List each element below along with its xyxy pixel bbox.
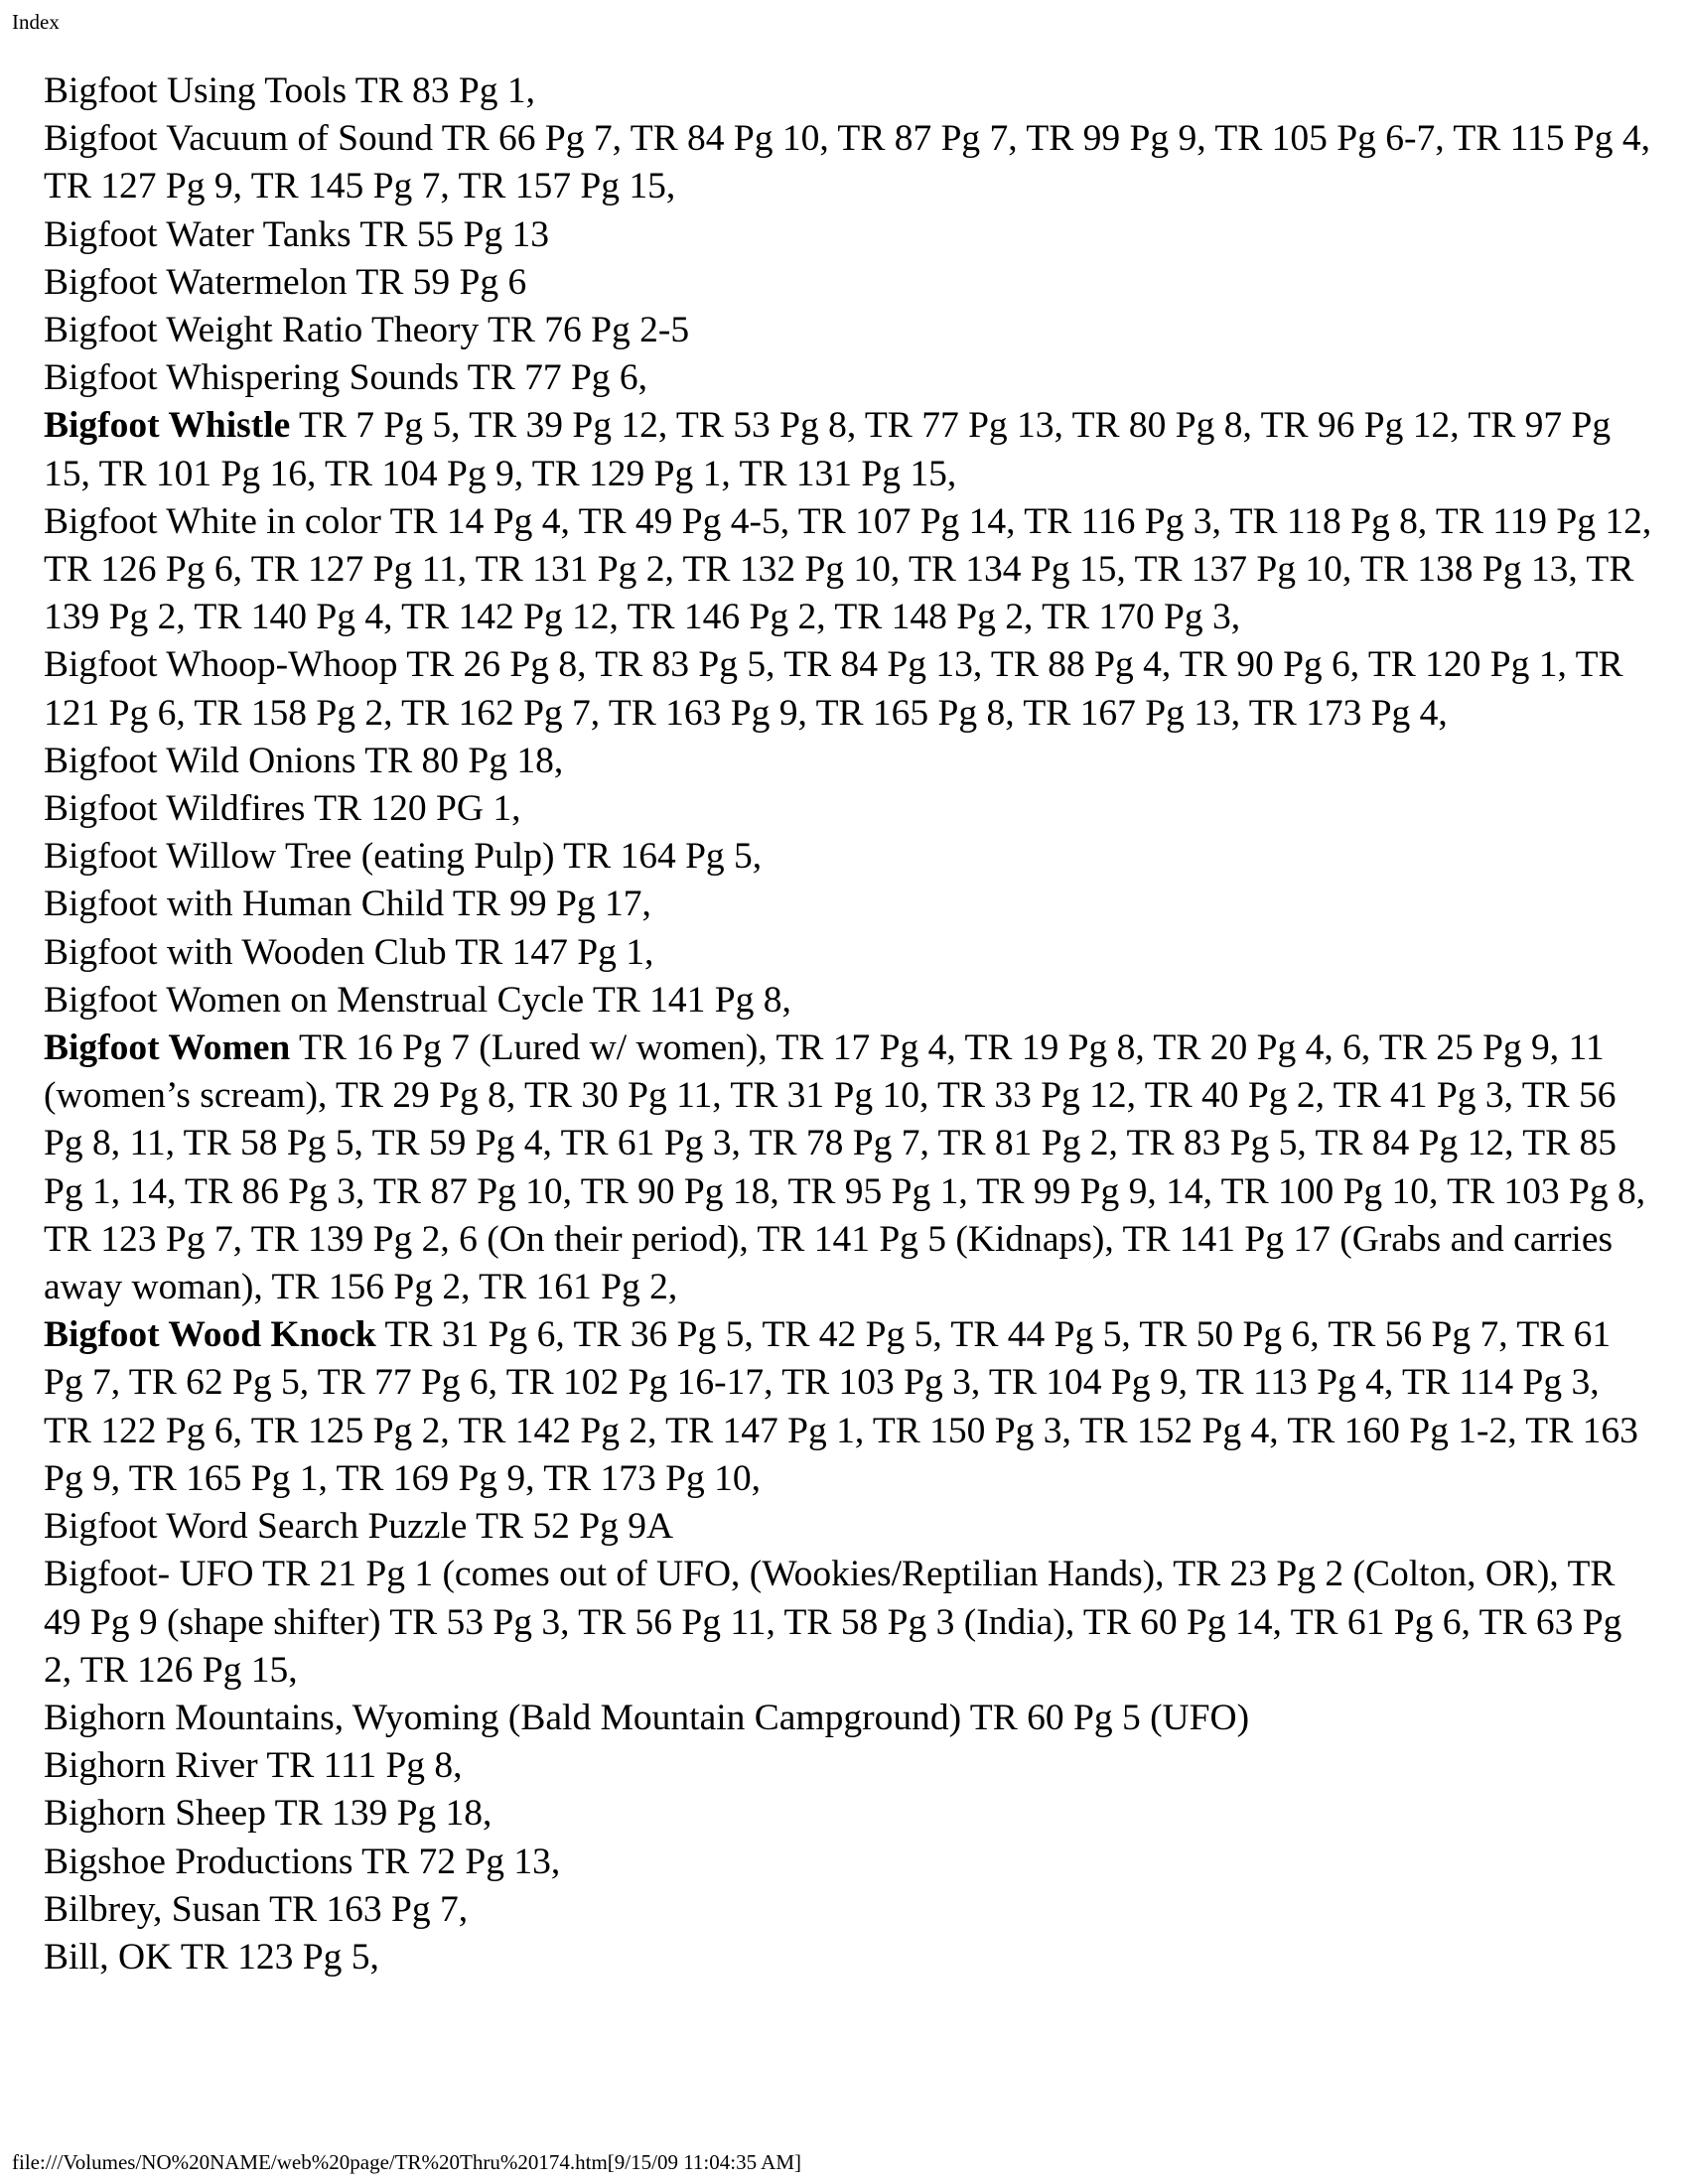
index-entry-vacuum-of-sound bbox=[44, 115, 1654, 210]
entry-refs: TR 16 Pg 7 (Lured w/ women), TR 17 Pg 4, TR 19 Pg 8, TR 20 Pg 4, 6, TR 25 Pg 9, 11 (women’s scream), TR 29 Pg 8, TR 30 Pg 11, TR 31 Pg 10, TR 33 Pg 12, TR 40 Pg 2, TR 41 Pg 3, TR 56 Pg 8, 11, TR 58 Pg 5, TR 59 Pg 4, TR 61 Pg 3, TR 78 Pg 7, TR 81 Pg 2, TR 83 Pg 5, TR 84 Pg 12, TR 85 Pg 1, 14, TR 86 Pg 3, TR 87 Pg 10, TR 90 Pg 18, TR 95 Pg 1, TR 99 Pg 9, 14, TR 100 Pg 10, TR 103 Pg 8, TR 123 Pg 7, TR 139 Pg 2, 6 (On their period), TR 141 Pg 5 (Kidnaps), TR 141 Pg 17 (Grabs and carries away woman), TR 156 Pg 2, TR 161 Pg 2, bbox=[44, 1027, 1646, 1308]
index-entry-bill-ok bbox=[44, 1934, 1654, 1981]
entry-refs: TR 163 Pg 7, bbox=[269, 1888, 469, 1930]
index-entry-water-tanks bbox=[44, 211, 1654, 259]
page-footer-url: file:///Volumes/NO%20NAME/web%20page/TR%20Thru%20174.htm[9/15/09 11:04:35 AM] bbox=[12, 2150, 802, 2174]
entry-term: Bilbrey, Susan bbox=[44, 1888, 261, 1930]
entry-refs: TR 99 Pg 17, bbox=[452, 884, 651, 925]
entry-term: Bigfoot with Human Child bbox=[44, 884, 445, 925]
entry-term: Bigfoot Vacuum of Sound bbox=[44, 118, 434, 160]
entry-refs: TR 120 PG 1, bbox=[314, 788, 521, 830]
entry-refs: TR 141 Pg 8, bbox=[592, 979, 791, 1021]
entry-term: Bigfoot- UFO bbox=[44, 1554, 254, 1595]
entry-refs: TR 55 Pg 13 bbox=[359, 213, 549, 255]
entry-term: Bigshoe Productions bbox=[44, 1841, 353, 1882]
entry-refs: TR 72 Pg 13, bbox=[361, 1841, 561, 1882]
entry-refs: TR 60 Pg 5 (UFO) bbox=[969, 1697, 1250, 1738]
index-entry-wood-knock bbox=[44, 1311, 1654, 1503]
entry-refs: TR 31 Pg 6, TR 36 Pg 5, TR 42 Pg 5, TR 44 Pg 5, TR 50 Pg 6, TR 56 Pg 7, TR 61 Pg 7, TR 62 Pg 5, TR 77 Pg 6, TR 102 Pg 16-17, TR 103 Pg 3, TR 104 Pg 9, TR 113 Pg 4, TR 114 Pg 3, TR 122 Pg 6, TR 125 Pg 2, TR 142 Pg 2, TR 147 Pg 1, TR 150 Pg 3, TR 152 Pg 4, TR 160 Pg 1-2, TR 163 Pg 9, TR 165 Pg 1, TR 169 Pg 9, TR 173 Pg 10, bbox=[44, 1314, 1638, 1499]
entry-refs: TR 52 Pg 9A bbox=[476, 1506, 674, 1548]
entry-term: Bigfoot Watermelon bbox=[44, 261, 348, 303]
index-entry-bighorn-river bbox=[44, 1742, 1654, 1790]
entry-term: Bigfoot Water Tanks bbox=[44, 213, 352, 255]
entry-refs: TR 26 Pg 8, TR 83 Pg 5, TR 84 Pg 13, TR 88 Pg 4, TR 90 Pg 6, TR 120 Pg 1, TR 121 Pg 6, TR 158 Pg 2, TR 162 Pg 7, TR 163 Pg 9, TR 165 Pg 8, TR 167 Pg 13, TR 173 Pg 4, bbox=[44, 644, 1623, 734]
entry-refs: TR 59 Pg 6 bbox=[355, 261, 527, 303]
index-entry-bilbrey-susan bbox=[44, 1886, 1654, 1934]
entry-refs: TR 139 Pg 18, bbox=[274, 1793, 492, 1835]
entry-refs: TR 77 Pg 6, bbox=[467, 357, 648, 399]
index-entry-whoop-whoop bbox=[44, 641, 1654, 737]
entry-term: Bigfoot Whoop-Whoop bbox=[44, 644, 398, 686]
entry-refs: TR 111 Pg 8, bbox=[266, 1745, 463, 1787]
entry-term: Bigfoot Wood Knock bbox=[44, 1314, 376, 1356]
entry-term: Bigfoot Willow Tree (eating Pulp) bbox=[44, 836, 555, 878]
index-entry-wildfires bbox=[44, 785, 1654, 833]
entry-refs: TR 21 Pg 1 (comes out of UFO, (Wookies/Reptilian Hands), TR 23 Pg 2 (Colton, OR), TR 49 Pg 9 (shape shifter) TR 53 Pg 3, TR 56 Pg 11, TR 58 Pg 3 (India), TR 60 Pg 14, TR 61 Pg 6, TR 63 Pg 2, TR 126 Pg 15, bbox=[44, 1554, 1622, 1691]
entry-term: Bigfoot Word Search Puzzle bbox=[44, 1506, 468, 1548]
entry-refs: TR 83 Pg 1, bbox=[354, 70, 536, 111]
entry-refs: TR 66 Pg 7, TR 84 Pg 10, TR 87 Pg 7, TR 99 Pg 9, TR 105 Pg 6-7, TR 115 Pg 4, TR 127 Pg 9, TR 145 Pg 7, TR 157 Pg 15, bbox=[44, 118, 1650, 207]
entry-term: Bigfoot Weight Ratio Theory bbox=[44, 310, 480, 351]
index-entry-word-search-puzzle bbox=[44, 1503, 1654, 1551]
entry-term: Bighorn Sheep bbox=[44, 1793, 266, 1835]
entry-term: Bill, OK bbox=[44, 1936, 173, 1978]
index-entry-human-child bbox=[44, 881, 1654, 928]
index-entry-using-tools bbox=[44, 68, 1654, 115]
index-entry-bighorn-sheep bbox=[44, 1790, 1654, 1838]
index-entry-white-in-color bbox=[44, 498, 1654, 642]
index-entry-women bbox=[44, 1024, 1654, 1311]
entry-term: Bigfoot with Wooden Club bbox=[44, 931, 447, 973]
entry-term: Bigfoot Using Tools bbox=[44, 70, 348, 111]
index-entry-willow-tree bbox=[44, 833, 1654, 881]
index-entry-wooden-club bbox=[44, 929, 1654, 977]
entry-term: Bigfoot Wildfires bbox=[44, 788, 306, 830]
index-entry-wild-onions bbox=[44, 738, 1654, 785]
index-entry-women-menstrual-cycle bbox=[44, 977, 1654, 1024]
entry-term: Bigfoot Women on Menstrual Cycle bbox=[44, 979, 585, 1021]
entry-term: Bigfoot White in color bbox=[44, 500, 381, 542]
entry-refs: TR 123 Pg 5, bbox=[180, 1936, 379, 1978]
entry-term: Bigfoot Whistle bbox=[44, 405, 291, 447]
index-entry-watermelon bbox=[44, 259, 1654, 307]
entry-term: Bigfoot Wild Onions bbox=[44, 740, 356, 781]
entry-refs: TR 80 Pg 18, bbox=[364, 740, 564, 781]
entry-refs: TR 76 Pg 2-5 bbox=[487, 310, 690, 351]
entry-term: Bigfoot Whispering Sounds bbox=[44, 357, 460, 399]
entry-refs: TR 147 Pg 1, bbox=[455, 931, 654, 973]
entry-refs: TR 7 Pg 5, TR 39 Pg 12, TR 53 Pg 8, TR 77 Pg 13, TR 80 Pg 8, TR 96 Pg 12, TR 97 Pg 15, TR 101 Pg 16, TR 104 Pg 9, TR 129 Pg 1, TR 131 Pg 15, bbox=[44, 405, 1612, 494]
index-entry-whistle bbox=[44, 402, 1654, 497]
page-header: Index bbox=[12, 10, 60, 34]
index-entry-bigfoot-ufo bbox=[44, 1551, 1654, 1695]
entry-term: Bigfoot Women bbox=[44, 1027, 291, 1069]
index-entry-bighorn-mountains bbox=[44, 1695, 1654, 1742]
entry-refs: TR 14 Pg 4, TR 49 Pg 4-5, TR 107 Pg 14, TR 116 Pg 3, TR 118 Pg 8, TR 119 Pg 12, TR 126 Pg 6, TR 127 Pg 11, TR 131 Pg 2, TR 132 Pg 10, TR 134 Pg 15, TR 137 Pg 10, TR 138 Pg 13, TR 139 Pg 2, TR 140 Pg 4, TR 142 Pg 12, TR 146 Pg 2, TR 148 Pg 2, TR 170 Pg 3, bbox=[44, 500, 1652, 638]
index-entry-bigshoe-productions bbox=[44, 1839, 1654, 1886]
index-entry-weight-ratio-theory bbox=[44, 307, 1654, 354]
index-list bbox=[44, 68, 1654, 1981]
entry-term: Bighorn River bbox=[44, 1745, 258, 1787]
entry-refs: TR 164 Pg 5, bbox=[563, 836, 763, 878]
entry-term: Bighorn Mountains, Wyoming (Bald Mountain Campground) bbox=[44, 1697, 962, 1738]
index-entry-whispering-sounds bbox=[44, 354, 1654, 402]
